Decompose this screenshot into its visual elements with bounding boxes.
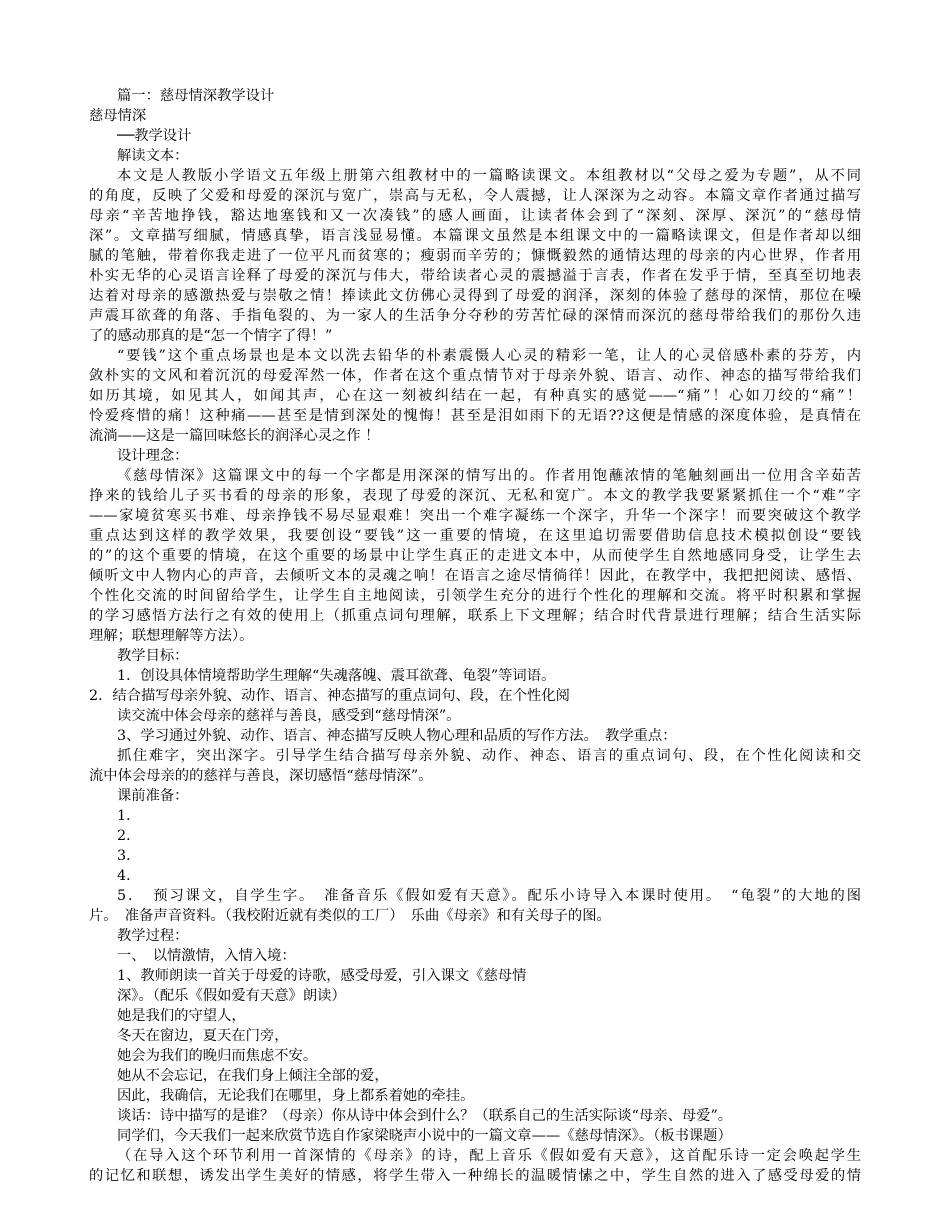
prep-item: 2． [117,828,141,844]
prep-item: 5． 预习课文，自学生字。 准备音乐《假如爱有天意》。配乐小诗导入本课时使用。 “龟裂”的大地的图 [117,888,861,904]
text-line: “要钱”这个重点场景也是本文以洗去铅华的朴素震慑人心灵的精彩一笔，让人的心灵倍感朴素的芬芳，内 [117,348,861,364]
text-line: 了的感动那真的是“怎一个情字了得！” [89,328,333,344]
text-line: 片。 准备声音资料。（我校附近就有类似的工厂） 乐曲《母亲》和有关母子的图。 [89,908,611,924]
prep-item: 4． [117,868,141,884]
text-line: 深”。文章描写细腻，情感真挚，语言浅显易懂。本篇课文虽然是本组课文中的一篇略读课文，但是作者却以细 [89,228,861,244]
objective-item: 3、学习通过外貌、动作、语言、神态描写反映人物心理和品质的写作方法。 教学重点： [117,728,677,744]
text-line: 达着对母亲的感激热爱与崇敬之情！捧读此文仿佛心灵得到了母爱的润泽，深刻的体验了慈母的深情，那位在噪 [89,288,861,304]
text-line: 同学们，今天我们一起来欣赏节选自作家梁晓声小说中的一篇文章——《慈母情深》。（板书课题） [117,1128,732,1144]
text-line: 声震耳欲聋的角落、手指龟裂的、为一家人的生活争分夺秒的劳苦忙碌的深情而深沉的慈母带给我们的那份久违 [89,308,861,324]
text-line: （在导入这个环节利用一首深情的《母亲》的诗，配上音乐《假如爱有天意》，这首配乐诗一定会唤起学生 [117,1148,861,1164]
lesson-subtitle: ──教学设计 [117,128,192,144]
text-line: 理解；联想理解等方法）。 [89,628,254,644]
text-line: 本文是人教版小学语文五年级上册第六组教材中的一篇略读课文。本组教材以“父母之爱为专题”，从不同 [117,168,861,184]
text-line: 抓住难字，突出深字。引导学生结合描写母亲外貌、动作、神态、语言的重点词句、段，在个性化阅读和交 [117,748,861,764]
text-line: 怜爱疼惜的痛！这种痛——甚至是情到深处的愧悔！甚至是泪如雨下的无语??这便是情感的深度体验，是真情在 [89,408,861,424]
step-heading: 一、 以情激情，入情入境： [117,948,296,964]
text-line: 挣来的钱给儿子买书看的母亲的形象，表现了母爱的深沉、无私和宽广。本文的教学我要紧紧抓住一个“难”字 [89,488,861,504]
text-line: 深》。（配乐《假如爱有天意》朗读） [117,988,346,1004]
prep-item: 1． [117,808,141,824]
section-heading: 教学目标： [117,648,189,664]
poem-line: 她是我们的守望人， [117,1008,246,1024]
text-line: 敛朴实的文风和着沉沉的母爱浑然一体，作者在这个重点情节对于母亲外貌、语言、动作、神态的描写带给我们 [89,368,861,384]
text-line: 的记忆和联想，诱发出学生美好的情感，将学生带入一种绵长的温暖情愫之中，学生自然的进入了感受母爱的情 [89,1168,861,1184]
section-heading: 课前准备： [117,788,189,804]
text-line: 母亲“辛苦地挣钱，豁达地塞钱和又一次凑钱”的感人画面，让读者体会到了“深刻、深厚、深沉”的“慈母情 [89,208,861,224]
section-heading: 设计理念： [117,448,189,464]
text-line: 流中体会母亲的的慈祥与善良，深切感悟“慈母情深”。 [89,768,433,784]
text-line: 谈话：诗中描写的是谁？（母亲）你从诗中体会到什么？（联系自己的生活实际谈“母亲、母爱”。 [117,1108,733,1124]
objective-item: 2．结合描写母亲外貌、动作、语言、神态描写的重点词句、段，在个性化阅 [89,688,570,704]
prep-item: 3． [117,848,141,864]
text-line: 倾听文中人物内心的声音，去倾听文本的灵魂之响！在语言之途尽情徜徉！因此，在教学中，我把把阅读、感悟、 [89,568,861,584]
text-line: 个性化交流的时间留给学生，让学生自主地阅读，引领学生充分的进行个性化的理解和交流。将平时积累和掌握 [89,588,861,604]
poem-line: 冬天在窗边，夏天在门旁， [117,1028,289,1044]
poem-line: 因此，我确信，无论我们在哪里，身上都系着她的牵挂。 [117,1088,475,1104]
text-line: 流淌——这是一篇回味悠长的润泽心灵之作 ！ [89,428,380,444]
text-line: 的角度，反映了父爱和母爱的深沉与宽广，崇高与无私，令人震撼，让人深深为之动容。本篇文章作者通过描写 [89,188,861,204]
text-line: 腻的笔触，带着你我走进了一位平凡而贫寒的；瘦弱而辛劳的；慷慨毅然的通情达理的母亲的内心世界，作者用 [89,248,861,264]
poem-line: 她从不会忘记，在我们身上倾注全部的爱， [117,1068,389,1084]
lesson-title: 慈母情深 [89,108,147,124]
text-line: 《慈母情深》这篇课文中的每一个字都是用深深的情写出的。作者用饱蘸浓情的笔触刻画出一位用含辛茹苦 [117,468,861,484]
text-line: 朴实无华的心灵语言诠释了母爱的深沉与伟大，带给读者心灵的震撼溢于言表，作者在发乎于情，至真至切地表 [89,268,861,284]
section-heading: 解读文本： [117,148,189,164]
text-line: ——家境贫寒买书难、母亲挣钱不易尽显艰难！突出一个难字凝练一个深字，升华一个深字！而要突破这个教学 [89,508,861,524]
text-line: 读交流中体会母亲的慈祥与善良，感受到“慈母情深”。 [117,708,461,724]
poem-line: 她会为我们的晚归而焦虑不安。 [117,1048,318,1064]
text-line: 1、教师朗读一首关于母爱的诗歌，感受母爱，引入课文《慈母情 [117,968,527,984]
section-heading: 教学过程： [117,928,189,944]
objective-item: 1．创设具体情境帮助学生理解“失魂落魄、震耳欲聋、龟裂”等词语。 [117,668,556,684]
text-line: 的学习感悟方法行之有效的使用上（抓重点词句理解，联系上下文理解；结合时代背景进行理解；结合生活实际 [89,608,861,624]
document-title: 篇一：慈母情深教学设计 [117,88,275,104]
text-line: 的”的这个重要的情境，在这个重要的场景中让学生真正的走进文本中，从而使学生自然地感同身受，让学生去 [89,548,861,564]
text-line: 重点达到这样的教学效果，我要创设“要钱”这一重要的情境，在这里追切需要借助信息技术模拟创设“要钱 [89,528,861,544]
text-line: 如历其境，如见其人，如闻其声，心在这一刻被纠结在一起，有种真实的感觉——“痛”！心如刀绞的“痛”！ [89,388,861,404]
